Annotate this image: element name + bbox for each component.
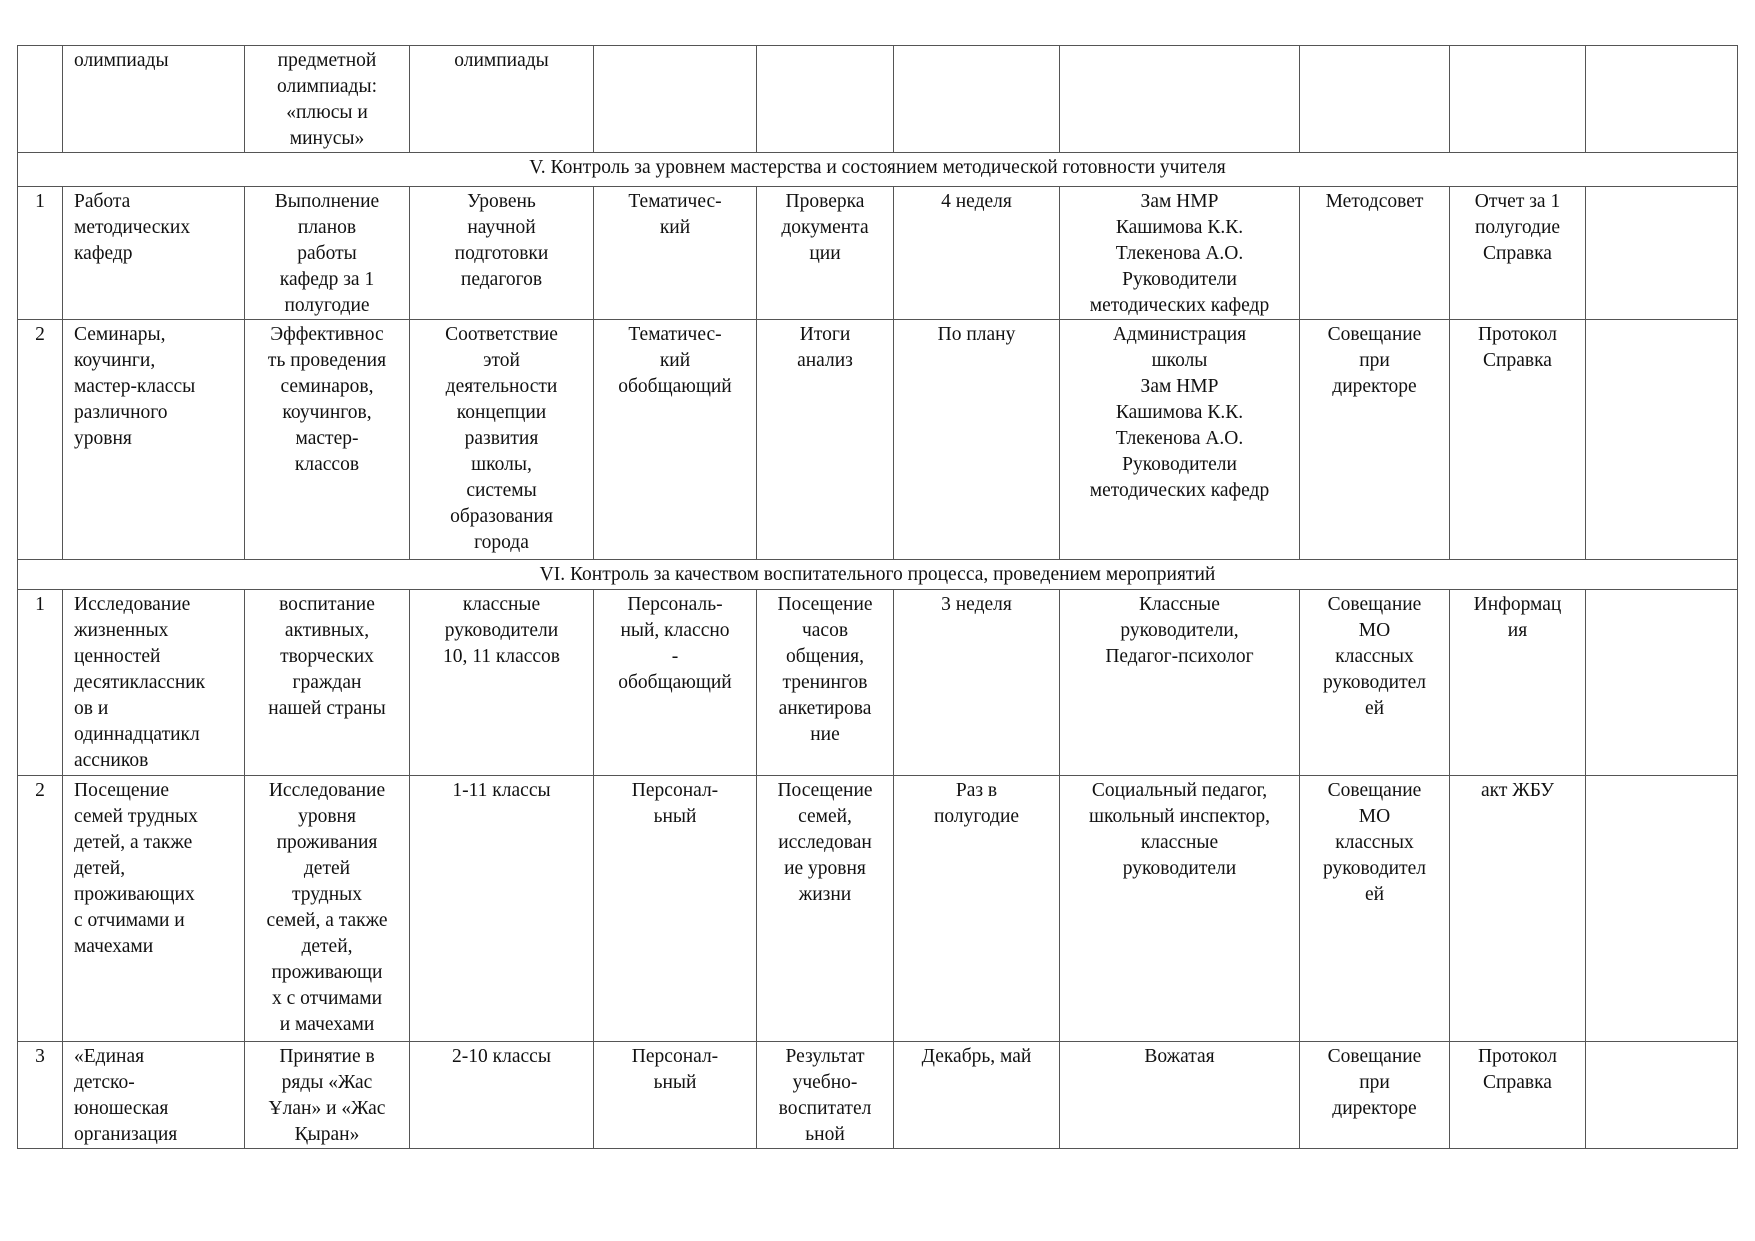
cell-object: Семинары, коучинги, мастер-классы различного уровня bbox=[63, 320, 245, 560]
cell-goal: Исследование уровня проживания детей трудных семей, а также детей, проживающи х с отчимами и мачехами bbox=[245, 776, 410, 1042]
table-row bbox=[18, 46, 1738, 153]
cell-result: Информац ия bbox=[1450, 590, 1586, 776]
cell-object: Посещение семей трудных детей, а также детей, проживающих с отчимами и мачехами bbox=[63, 776, 245, 1042]
cell-type: Тематичес- кий bbox=[594, 187, 757, 320]
cell-method: Результат учебно- воспитател ьной bbox=[757, 1042, 894, 1149]
cell-date bbox=[894, 46, 1060, 153]
cell-goal: Принятие в ряды «Жас Ұлан» и «Жас Қыран» bbox=[245, 1042, 410, 1149]
cell-object: Исследование жизненных ценностей десятиклассник ов и одиннадцатикл ассников bbox=[63, 590, 245, 776]
cell-method bbox=[757, 46, 894, 153]
cell-responsible: Классные руководители, Педагог-психолог bbox=[1060, 590, 1300, 776]
cell-result: Протокол Справка bbox=[1450, 1042, 1586, 1149]
cell-content: 1-11 классы bbox=[410, 776, 594, 1042]
cell-number: 2 bbox=[18, 320, 63, 560]
cell-notes bbox=[1586, 776, 1738, 1042]
cell-object: Работа методических кафедр bbox=[63, 187, 245, 320]
cell-number: 1 bbox=[18, 187, 63, 320]
cell-notes bbox=[1586, 320, 1738, 560]
cell-review-place: Совещание при директоре bbox=[1300, 1042, 1450, 1149]
cell-content: Соответствие этой деятельности концепции развития школы, системы образования города bbox=[410, 320, 594, 560]
table-row bbox=[18, 776, 1738, 1042]
cell-content: олимпиады bbox=[410, 46, 594, 153]
table-row bbox=[18, 187, 1738, 320]
cell-number bbox=[18, 46, 63, 153]
cell-notes bbox=[1586, 46, 1738, 153]
cell-date: Раз в полугодие bbox=[894, 776, 1060, 1042]
cell-notes bbox=[1586, 590, 1738, 776]
cell-method: Итоги анализ bbox=[757, 320, 894, 560]
cell-number: 3 bbox=[18, 1042, 63, 1149]
cell-result: Протокол Справка bbox=[1450, 320, 1586, 560]
cell-goal: предметной олимпиады: «плюсы и минусы» bbox=[245, 46, 410, 153]
cell-type bbox=[594, 46, 757, 153]
section-header-row bbox=[18, 153, 1738, 187]
table-row bbox=[18, 320, 1738, 560]
section-header-row bbox=[18, 560, 1738, 590]
cell-responsible bbox=[1060, 46, 1300, 153]
table-row bbox=[18, 590, 1738, 776]
cell-date: Декабрь, май bbox=[894, 1042, 1060, 1149]
cell-content: классные руководители 10, 11 классов bbox=[410, 590, 594, 776]
cell-goal: воспитание активных, творческих граждан нашей страны bbox=[245, 590, 410, 776]
cell-result bbox=[1450, 46, 1586, 153]
cell-review-place: Методсовет bbox=[1300, 187, 1450, 320]
cell-content: 2-10 классы bbox=[410, 1042, 594, 1149]
cell-result: Отчет за 1 полугодие Справка bbox=[1450, 187, 1586, 320]
cell-review-place: Совещание МО классных руководител ей bbox=[1300, 776, 1450, 1042]
cell-method: Посещение семей, исследован ие уровня жизни bbox=[757, 776, 894, 1042]
cell-number: 2 bbox=[18, 776, 63, 1042]
cell-type: Тематичес- кий обобщающий bbox=[594, 320, 757, 560]
cell-goal: Эффективнос ть проведения семинаров, коучингов, мастер- классов bbox=[245, 320, 410, 560]
cell-type: Персонал- ьный bbox=[594, 1042, 757, 1149]
cell-notes bbox=[1586, 1042, 1738, 1149]
control-plan-table bbox=[17, 45, 1738, 1149]
cell-type: Персонал- ьный bbox=[594, 776, 757, 1042]
cell-responsible: Администрация школы Зам НМР Кашимова К.К. Тлекенова А.О. Руководители методических кафедр bbox=[1060, 320, 1300, 560]
section-title-v: V. Контроль за уровнем мастерства и состоянием методической готовности учителя bbox=[18, 153, 1738, 187]
cell-review-place: Совещание МО классных руководител ей bbox=[1300, 590, 1450, 776]
table-row bbox=[18, 1042, 1738, 1149]
cell-method: Проверка документа ции bbox=[757, 187, 894, 320]
cell-content: Уровень научной подготовки педагогов bbox=[410, 187, 594, 320]
cell-review-place: Совещание при директоре bbox=[1300, 320, 1450, 560]
cell-number: 1 bbox=[18, 590, 63, 776]
cell-method: Посещение часов общения, тренингов анкетирова ние bbox=[757, 590, 894, 776]
cell-goal: Выполнение планов работы кафедр за 1 полугодие bbox=[245, 187, 410, 320]
cell-responsible: Вожатая bbox=[1060, 1042, 1300, 1149]
cell-type: Персональ- ный, классно - обобщающий bbox=[594, 590, 757, 776]
cell-notes bbox=[1586, 187, 1738, 320]
cell-responsible: Зам НМР Кашимова К.К. Тлекенова А.О. Руководители методических кафедр bbox=[1060, 187, 1300, 320]
cell-date: По плану bbox=[894, 320, 1060, 560]
cell-review-place bbox=[1300, 46, 1450, 153]
cell-date: 3 неделя bbox=[894, 590, 1060, 776]
cell-date: 4 неделя bbox=[894, 187, 1060, 320]
cell-object: «Единая детско- юношеская организация bbox=[63, 1042, 245, 1149]
cell-result: акт ЖБУ bbox=[1450, 776, 1586, 1042]
section-title-vi: VI. Контроль за качеством воспитательного процесса, проведением мероприятий bbox=[18, 560, 1738, 590]
cell-responsible: Социальный педагог, школьный инспектор, классные руководители bbox=[1060, 776, 1300, 1042]
cell-object: олимпиады bbox=[63, 46, 245, 153]
